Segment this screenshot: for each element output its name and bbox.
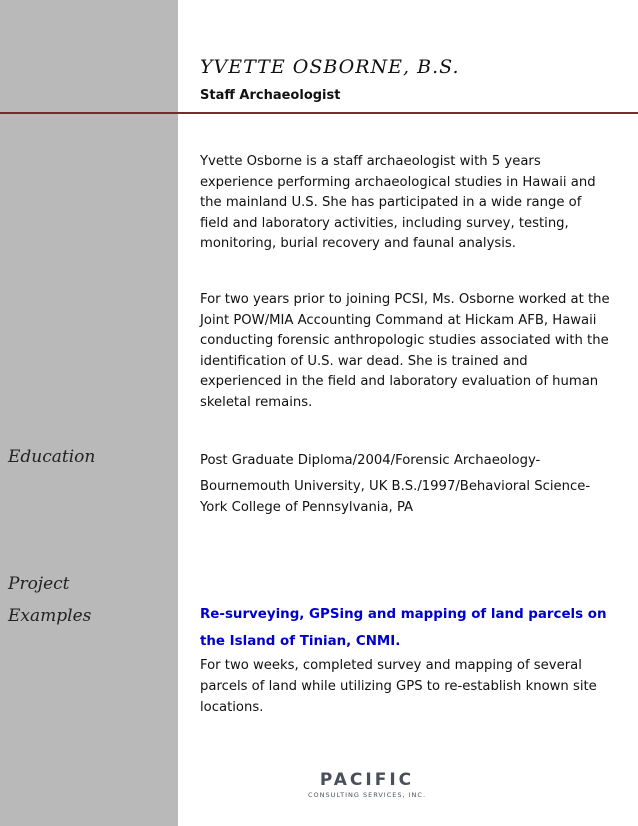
education-entry-2: Bournemouth University, UK B.S./1997/Behavioral Science-York College of Pennsylvania, PA <box>200 479 591 515</box>
job-title: Staff Archaeologist <box>200 88 341 103</box>
sidebar-gray-strip <box>0 0 178 826</box>
logo-sub-text: CONSULTING SERVICES, INC. <box>307 791 427 799</box>
education-entry-1: Post Graduate Diploma/2004/Forensic Archaeology- <box>200 453 541 468</box>
header-divider <box>0 112 638 114</box>
person-name: YVETTE OSBORNE, B.S. <box>200 56 460 78</box>
bio-paragraph-1: Yvette Osborne is a staff archaeologist with 5 years experience performing archaeological studies in Hawaii and the mainland U.S. She has participated in a wide range of field and laboratory activities, including survey, testing, monitoring, burial recovery and faunal analysis. <box>200 154 596 252</box>
project-examples-label: Project Examples <box>8 574 92 626</box>
project-title: Re-surveying, GPSing and mapping of land parcels on the Island of Tinian, CNMI. <box>200 607 607 649</box>
logo-main-text: PACIFIC <box>319 770 415 790</box>
company-logo <box>282 770 452 810</box>
project-description: For two weeks, completed survey and mapping of several parcels of land while utilizing GPS to re-establish known site locations. <box>200 658 597 715</box>
bio-paragraph-2: For two years prior to joining PCSI, Ms. Osborne worked at the Joint POW/MIA Accounting Command at Hickam AFB, Hawaii conducting forensic anthropologic studies associated with the identification of U.S. war dead. She is trained and experienced in the field and laboratory evaluation of human skeletal remains. <box>200 292 610 410</box>
education-label: Education <box>8 447 96 467</box>
